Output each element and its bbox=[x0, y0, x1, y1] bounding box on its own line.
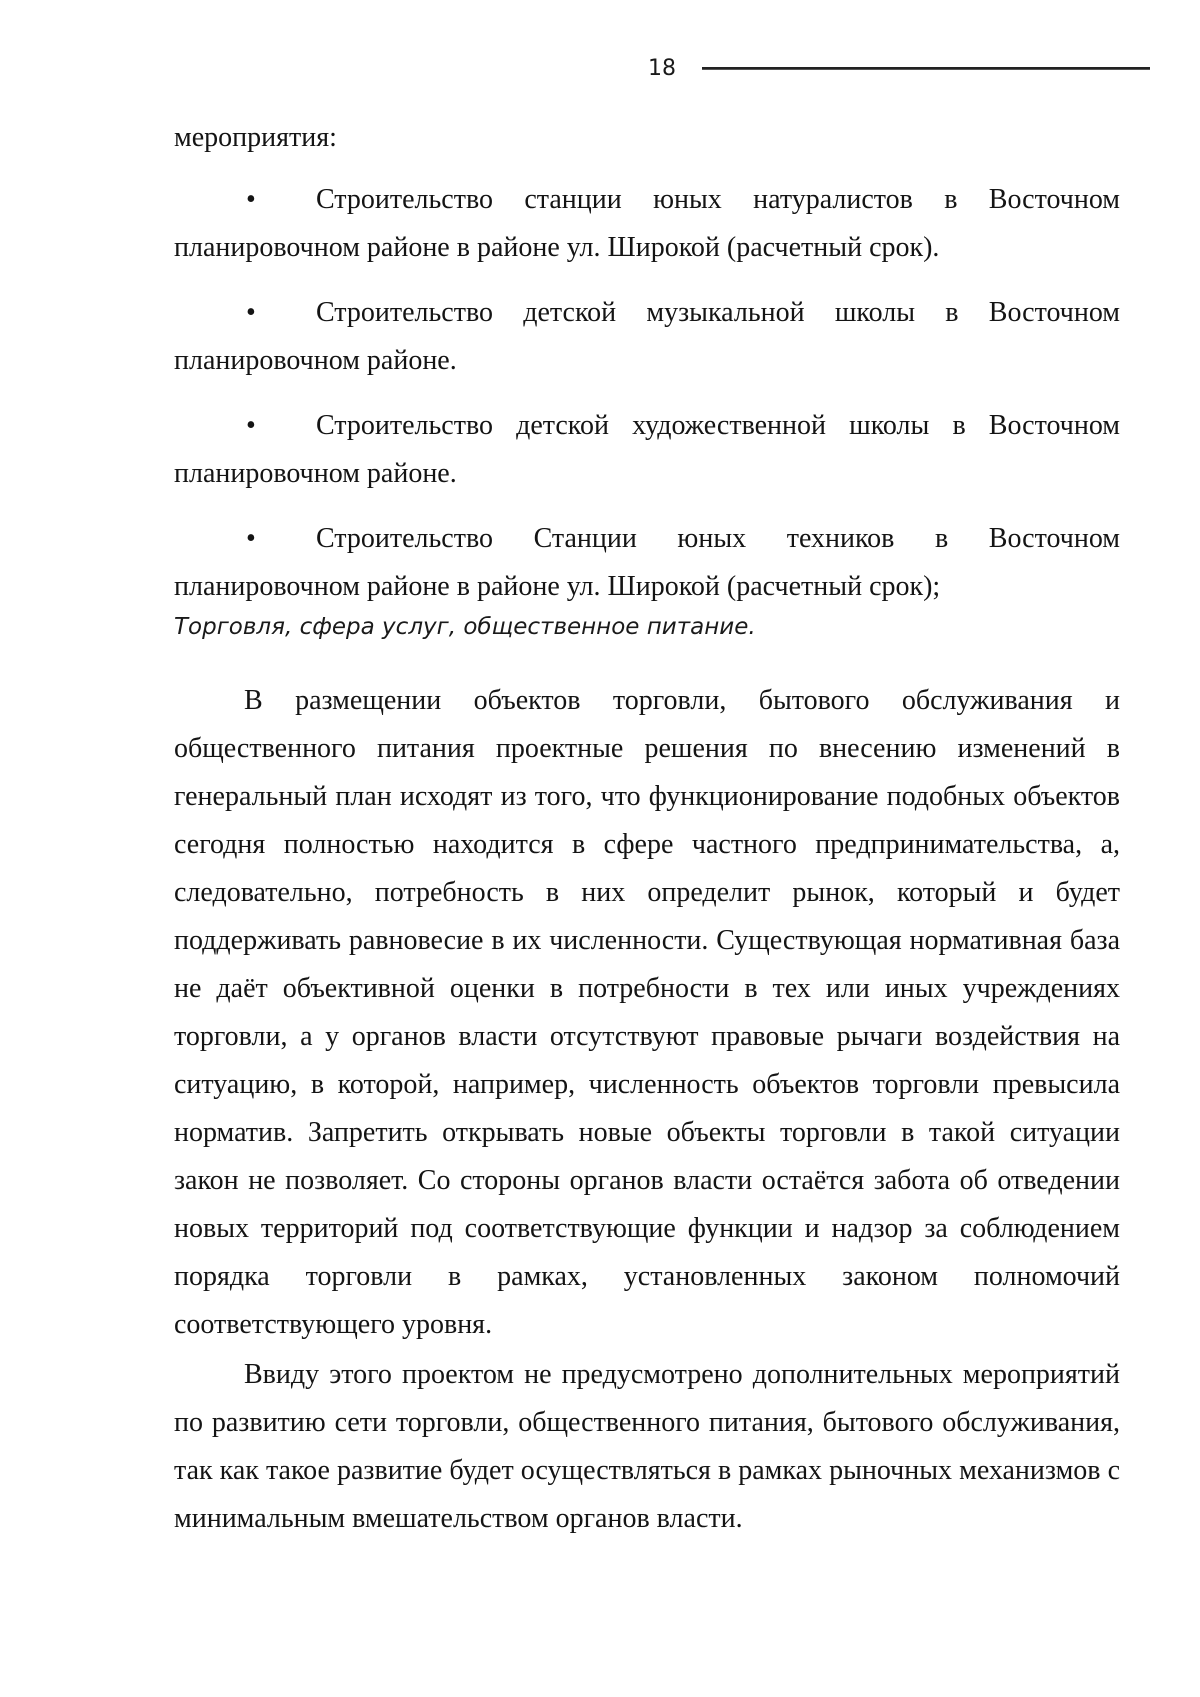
page-content bbox=[174, 118, 1120, 1543]
list-item-text: Строительство детской музыкальной школы в Восточном планировочном районе. bbox=[174, 297, 1120, 376]
bullet-marker: • bbox=[246, 523, 256, 554]
list-item bbox=[174, 176, 1120, 272]
intro-text: мероприятия: bbox=[174, 122, 337, 153]
bullet-marker: • bbox=[246, 410, 256, 441]
list-item bbox=[174, 515, 1120, 611]
body-paragraph: Ввиду этого проектом не предусмотрено дополнительных мероприятий по развитию сети торговли, общественного питания, бытового обслуживания, так как такое развитие будет осуществляться в рамках рыночных механизмов с минимальным вмешательством органов власти. bbox=[174, 1359, 1120, 1534]
section-heading: Торговля, сфера услуг, общественное питание. bbox=[174, 614, 756, 640]
page-number: 18 bbox=[648, 56, 676, 81]
list-item bbox=[174, 289, 1120, 385]
list-item-text: Строительство станции юных натуралистов в Восточном планировочном районе в районе ул. Широкой (расчетный срок). bbox=[174, 184, 1120, 263]
list-item bbox=[174, 402, 1120, 498]
bullet-marker: • bbox=[246, 297, 256, 328]
list-item-text: Строительство детской художественной школы в Восточном планировочном районе. bbox=[174, 410, 1120, 489]
header-rule bbox=[702, 67, 1150, 70]
list-item-text: Строительство Станции юных техников в Восточном планировочном районе в районе ул. Широкой (расчетный срок); bbox=[174, 523, 1120, 602]
bullet-marker: • bbox=[246, 184, 256, 215]
body-paragraph: В размещении объектов торговли, бытового обслуживания и общественного питания проектные решения по внесению изменений в генеральный план исходят из того, что функционирование подобных объектов сегодня полностью находится в сфере частного предпринимательства, а, следовательно, потребность в них определит рынок, который и будет поддерживать равновесие в их численности. Существующая нормативная база не даёт объективной оценки в потребности в тех или иных учреждениях торговли, а у органов власти отсутствуют правовые рычаги воздействия на ситуацию, в которой, например, численность объектов торговли превысила норматив. Запретить открывать новые объекты торговли в такой ситуации закон не позволяет. Со стороны органов власти остаётся забота об отведении новых территорий под соответствующие функции и надзор за соблюдением порядка торговли в рамках, установленных законом полномочий соответствующего уровня. bbox=[174, 685, 1120, 1340]
